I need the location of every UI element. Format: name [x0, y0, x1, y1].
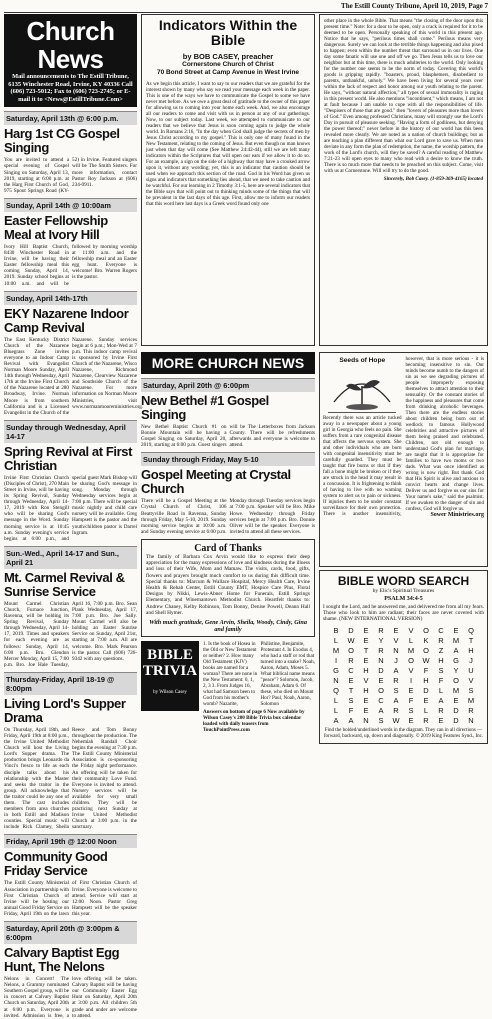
church-event	[4, 921, 137, 1019]
event-date: Sun.-Wed., April 14-17 and Sun., April 21	[4, 546, 137, 569]
event-title: New Bethel #1 Gospel Singing	[141, 393, 269, 422]
word-search-letter: A	[378, 705, 384, 715]
word-search-letter: M	[467, 695, 475, 705]
event-date: Saturday, April 20th @ 3:00pm & 6:00pm	[4, 921, 137, 944]
article-affiliation: Cornerstone Church of Christ	[182, 61, 274, 68]
event-title: Spring Revival at First Christian	[4, 443, 133, 473]
event-date: Saturday, April 13th @ 6:00 p.m.	[4, 111, 137, 125]
church-event	[4, 198, 137, 287]
word-search-letter: O	[453, 675, 459, 685]
event-text: The East Kentucky District Church of the Nazarene Bluegrass Zone invites everyone to an Indoor Camp Revival with Evangelist Norman Moore Sunday, April 14th through Wednesday, April 17th at the Irvine First Church of the Nazarene located at 280 Broadway, Irvine. Norman Moore is from southern California and is a Licensed Evangelist in the Church of the Nazarene. Sunday services begin at 6 p.m.; Mon-Wed at 7 p.m. This indoor camp revival is sponsored by Irvine First Church of the Nazarene, Wisco Nazarene, Richmond Nazarene, Clearview Nazarene and Southside Church of the Nazarene. For more information on Norman Moore Ministries, visit www.normanmooreministries.org.	[4, 336, 144, 416]
event-title: Gospel Meeting at Crystal Church	[141, 467, 291, 497]
event-date: Sunday through Wednesday, April 14-17	[4, 420, 137, 443]
word-search-footer: Find the bolded/underlined words in the diagram. They can in all directions — forward, backward, up, down and diagonally. © 2019 King Features Synd., Inc.	[323, 727, 484, 739]
seeds-of-hope-site: Sower Ministries.org	[430, 512, 484, 518]
article-left-column	[141, 14, 315, 354]
event-title: Calvary Baptist Egg Hunt, The Nelons	[4, 945, 120, 975]
word-search-letter: E	[393, 625, 399, 635]
bible-trivia-logo	[141, 641, 199, 711]
word-search-letter: B	[333, 625, 339, 635]
word-search-letter: R	[438, 635, 444, 645]
word-search-letter: H	[438, 655, 444, 665]
word-search-letter: U	[468, 665, 474, 675]
article-title: Indicators Within the Bible	[158, 17, 298, 48]
more-church-news-column	[141, 352, 315, 744]
word-search-letter: V	[363, 675, 369, 685]
word-search-letter: O	[423, 625, 429, 635]
word-search-letter: V	[408, 625, 414, 635]
running-head: The Estill County Tribune, April 10, 2019, Page 7	[4, 2, 488, 13]
event-date: Thursday-Friday, April 18-19 @ 8:00pm	[4, 672, 137, 695]
bible-trivia-questions: 1. Is the book of Hosea in the Old or New Testament or neither? 2. How many Old Testament (KJV) books are named for a woman? There are none in the New Testament: 0, 1, 2, 3 3. From Judges 16, what had Samson been to God from his mother's womb? Nazarite, Philistine, Benjamite, Protestant 4. In Exodus 4, who had a staff or rod that turned into a snake? Noah, Aaron, Adam, Moses 5. What biblical name means "peace"? Solomon, Jacob, Abraham, Adam 6. Of these, who died on Mount Hor? Paul, Noah, Aaron, Solomon	[203, 641, 315, 708]
word-search-letter: C	[348, 665, 354, 675]
more-church-news-banner: MORE CHURCH NEWS	[141, 352, 315, 374]
bible-trivia	[141, 641, 315, 733]
word-search-letter: A	[453, 645, 459, 655]
church-news-contact: Mail announcements to The Estill Tribune, 6135 Winchester Road, Irvine, KY 40336 Call (606) 723-5012; Fax to (606) 723-2745; or E-mail it to <News@EstillTribune.Com>	[8, 73, 133, 103]
word-search-letter: O	[423, 645, 429, 655]
event-text: The Estill County Ministerial Association in partnership with First Christian Church of Irvine will be hosting our annual Good Friday Service on Friday, April 19th on the lawn of First Christian Church of Irvine. Everyone is welcome to attend. Service will start at 12:00 Noon. Pastor Greg Hampsett will be the speaker this year.	[4, 880, 137, 917]
word-search-letter: H	[468, 645, 474, 655]
word-search-letter: D	[453, 715, 459, 725]
event-text: New Bethel Baptist Church #1 on Bonnie Mountain will be having a Gospel Singing on Saturday, April 20, 2019, starting at 6:00 p.m. Guest singers will be The Letterboxes from Jackson County. There will be refreshments afterwards and everyone is welcome to attend.	[141, 424, 315, 449]
word-search-title: BIBLE WORD SEARCH	[337, 574, 470, 588]
word-search-letter: E	[423, 695, 429, 705]
word-search-letter: D	[348, 625, 354, 635]
word-search-letter: F	[348, 705, 354, 715]
word-search-letter: J	[469, 655, 473, 665]
word-search-letter: V	[408, 665, 414, 675]
event-date: Sunday, April 14th @ 10:00am	[4, 198, 137, 212]
card-of-thanks	[141, 539, 315, 637]
event-text: Nelons in Concert! The Nelons, a Grammy nominated Southern Gospel group, will be in concert at Calvary Baptist Church on Saturday, April 20th at 6:00 p.m. Everyone is invited. Admission is free, a love offering will be taken. Calvary Baptist will be having our Community Easter Egg Hunt on Saturday, April 20th at 3:00 p.m. All children 5th grade and under are welcome to attend.	[4, 976, 137, 1019]
word-search-letter: R	[378, 645, 384, 655]
article-right-column	[319, 14, 488, 354]
word-search-letter: E	[363, 705, 369, 715]
word-search-letter: W	[347, 635, 355, 645]
word-search-letter: O	[348, 645, 354, 655]
event-title: Living Lord's Supper Drama	[4, 695, 126, 725]
church-event	[4, 111, 137, 194]
event-title: Easter Fellowship Meal at Ivory Hill	[4, 212, 108, 242]
word-search-letter: C	[378, 695, 384, 705]
church-news-column	[4, 14, 144, 1019]
word-search-letter: G	[453, 655, 459, 665]
word-search-letter: A	[348, 715, 354, 725]
lower-section	[141, 352, 488, 928]
event-text: Irvine First Christian Church (Disciples of Christ), 270 Main Street in Irvine, will be having its Spring Revival, Sunday through Wednesday, April 14-17, 2019 with Ron Stengill who will be sharing God's message in the Word. Sunday morning service is at 10:45 a.m. Sunday evening's service begins at 6:00 p.m., and special guest Mark Bishop will be sharing God's message in song. Monday through Wednesday services begin at 7:00 p.m. There will be special music nightly and child care nursery will be available. Greg Hampsett is the pastor and the youth/children pastor is Darrel Ingram.	[4, 474, 137, 542]
word-search-letter: E	[348, 675, 354, 685]
word-search-letter: Q	[333, 685, 339, 695]
word-search-letter: L	[333, 635, 339, 645]
church-event	[141, 452, 315, 535]
word-search-letter: L	[408, 635, 414, 645]
word-search-letter: S	[348, 695, 354, 705]
article-box	[141, 14, 315, 346]
sprout-icon	[328, 356, 396, 412]
word-search-letter: F	[423, 665, 429, 675]
event-text: Ivory Hill Baptist Church, 8430 Winchester Road in Irvine, will be having their Easter fellowship meal this coming Sunday, April 14, 2019. Sunday school begins at 10:00 a.m. and will be followed by morning worship at 11:00 a.m. and the fellowship meal and an Easter egg hunt. Everyone is welcome! Bro. Warren Rogers is the pastor.	[4, 243, 137, 287]
word-search-reference: PSALM 34:4-5	[384, 596, 423, 602]
word-search-letter: E	[408, 715, 414, 725]
word-search-letter: N	[393, 645, 399, 655]
word-search-letter: E	[363, 625, 369, 635]
word-search-letter: R	[348, 655, 354, 665]
word-search-letter: R	[423, 715, 429, 725]
more-church-events-list	[141, 378, 315, 535]
bible-trivia-logo-text: BIBLE TRIVIA	[142, 647, 198, 680]
word-search-letter: T	[348, 685, 354, 695]
word-search-letter: K	[423, 635, 429, 645]
word-search-letter: S	[393, 685, 399, 695]
word-search-letter: H	[423, 675, 429, 685]
word-search-letter: C	[438, 625, 444, 635]
word-search-letter: T	[363, 645, 369, 655]
word-search-letter: Y	[378, 635, 384, 645]
word-search-letter: V	[468, 675, 474, 685]
word-search-letter: S	[438, 665, 444, 675]
seeds-of-hope-logo	[328, 356, 396, 413]
word-search-letter: E	[363, 655, 369, 665]
word-search-letter: R	[393, 675, 399, 685]
word-search-letter: L	[438, 685, 444, 695]
event-text: Mount Carmel Christian Church, Furnace Junction, Ravenna, will be holding its Spring Revival, Sunday through Wednesday, April 14-17, 2019. Times and speakers for each evening are as follows: Sunday, April 14, 6:00 p.m. Bro. Glendon Mercer Monday, April 15, 7:00 p.m. Bro. Joe Hale Tuesday, April 16, 7:00 p.m. Bro. Sean Plank Wednesday, April 17, 7:00 p.m. Bro. Joe Sally. Mount Carmel will also be holding an Easter Sunrise Service on Sunday, April 21st, starting at 7:00 a.m. All are welcome. Bro. Mark Pearson is the pastor. Call (606) 726-9342 with any questions.	[4, 600, 137, 668]
article-address: 70 Bond Street at Camp Avenue in West Irvine	[156, 69, 300, 76]
church-events-list	[4, 111, 144, 1019]
word-search-letter: T	[468, 635, 474, 645]
church-event	[4, 420, 137, 542]
event-text: On Thursday, April 18th, and Friday, April 19th at 8:00 p.m., the Irvine United Methodist Church will host the Living Lord's Supper drama. The production brings Leonardo da Vinci's fresco to life as each disciple talks about his relationship with the Master and seeks the traitor in the group. All acknowledge that the traitor could be any one of them. The cast includes members from area churches in both Estill and Madison counties. Special music will include Rick Clamey, Sheila Reece and Tom Bonny throughout the production. The Nehemiah Randall Choir begins the evening at 7:30 p.m. The Estill County Ministerial Association is co-sponsoring the Friday night performance. An offering will be taken for their community Love Fund. Everyone is invited to attend. Nursery services will be available for very small children. They will be practicing next Sunday at Irvine United Methodist Church at 3:00 p.m. in the sanctuary.	[4, 726, 137, 831]
word-search-letter: M	[407, 645, 415, 655]
word-search-letter: N	[333, 675, 339, 685]
card-of-thanks-signoff: With much gratitude, Gene Arvin, Sheila, Woody, Cindy, Gina and family	[149, 618, 307, 634]
word-search-letter: O	[408, 655, 414, 665]
article-body-left: As we begin this article, I want to say to our readers that we are grateful for the interest shown by many who say we read your message each week in the paper. This is one of the ways we have to communicate the Gospel to some we have never met before. As we owe a great deal of gratitude to the owner of this paper for allowing us to coming into your home each week. And, we also encourage all our readers to come and visit with us in person at any of our gatherings. Now, to our subject today. Last week, we attempted to communicate to our readers that we believe that Jesus is soon coming again to judge the whole world. In Romans 2:16, "In the day when God shall judge the secrets of men by Jesus Christ according to my gospel." This is only one of many found in the New Testament, relating to the coming of Jesus. But even though no man knows just when that day will come (See Matthew 24:42-44), still we are left many indicators within the Scriptures that will open our ears if we allow it to do so. For an example, a sign on the side of a highway that may have a crooked arrow upon it, without any wording; yet, this is an indicator that caution should be used when we approach this section of the road. God in his Word has given us signs and indicators that something lies ahead, that we need to take caution and be watchful. For our learning in 2 Timothy 3:1-5, here are several indicators that the Bible says that will point out to thinking minds some of the things that will be prevalent in the last days of this age. First, allow me to inform our readers that this word here last days is a Greek word found only one	[146, 81, 310, 207]
card-of-thanks-title: Card of Thanks	[194, 542, 262, 554]
word-search-letter: E	[453, 625, 459, 635]
word-search-letter: H	[363, 685, 369, 695]
event-text: You are invited to attend a special evening of Gospel Singing on Saturday, April 13, 2019, starting at 6:00 p.m. at the Harg First Church of God, 975 Spout Springs Road (KY-52) in Irvine. Featured singers will be The Smith Sisters. For more information, contact Pastor Roy Jackson at (606) 234-0911.	[4, 157, 137, 194]
church-event	[141, 378, 315, 448]
word-search-letter: I	[409, 675, 413, 685]
word-search-letter: E	[363, 635, 369, 645]
article-continued-box	[319, 14, 488, 346]
word-search-letter: M	[452, 685, 460, 695]
card-of-thanks-text: The family of Barbara Cox Arvin would like to express their deep appreciation for the many expressions of love and kindness during the illness and loss of their Wife, Mom and Mamaw. The visits, cards, food, gifts, flowers and prayers brought much comfort to us during this difficult time. Special thanks to: Marcum & Wallace Hospital, Mercy Health Care, Irvine Health & Rehab Center, Estill County EMT, Hospice Care Plus, Floral Designs by Nikki, Lewis-Abner Home for Funerals, Estill Springs Elementary, and Winemantown Methodist Church. Heartfelt thanks to: Andrew Chaney, Kelby Robinson, Tom Bonny, Denise Powell, Deann Hall and Shell Hymer.	[146, 553, 310, 616]
church-news-title: Church News	[26, 16, 115, 74]
word-search-letter: E	[363, 695, 369, 705]
word-search-letter: R	[393, 705, 399, 715]
right-lower-column	[319, 352, 488, 744]
word-search-letter: R	[468, 705, 474, 715]
article-body-right: other place in the whole Bible. That means "the closing of the door upon this present time." Note: for a door to be open, only a crack is required for it to be deemed to be open. Personally speaking of this world in this present age. Notice that he says, "perilous times shall come." Perilous means very dangerous. Surely we can look at the terrible things happening and also pixed to happen; even within the number threat that surround us in our lives. One day some fanatic will use one and off we go. Then Jesus tells us to love our neighbor but at this time, there is much adulteries to the world. Only looking for the number one seems to be the norm of today. Covering this world's goods is gripping rapidly. "boasters, proud, blasphemers, disobedient to parents, unthankful, unholy." We have been living for several years over within the lack of respect and honor among our youth relating to the parent. He says, "without natural affection," all types of sexual immorality is raging in this present world. He also mentions "incontinent," which means, I am not at fault because I am unable to cope with all the responsibilities of life. "Despisers of those that are good." then "lovers of pleasures more than lovers of God." Even among professed Christians, many will strongly use the Lord's Day in pursuit of pleasure seeking. "Having a form of godliness, but denying the power thereof;" never before in the history of our world has this been revealed more clearly. We are noted as a nation of church buildings; but as are teaching a plan different than what our Lord gave to save us. When men deviate in any form the plan of redemption, the name, the worship pattern, the work of the Lord's church, will they be saved? A careful reading of Matthew 7:21-23 will open eyes to many who read with a desire to know the truth. There is so much more that needs to be preached on this subject. Come, visit with us at Cornerstone. Will will try to do the good.	[324, 18, 483, 174]
word-search-letter: E	[438, 715, 444, 725]
seeds-of-hope-label: Seeds of Hope	[339, 357, 386, 364]
bible-word-search	[319, 570, 488, 744]
word-search-byline: by Elic's Spiritual Treasures	[372, 588, 435, 594]
bible-trivia-author: by Wilson Casey	[153, 690, 187, 696]
word-search-letter: Z	[438, 645, 444, 655]
event-text: There will be a Gospel Meeting at the Crystal Church of Christ, 106 Beattyville Road in Ravenna, Sunday through Friday, May 5-10, 2019. Sunday morning service begins at 10:00 a.m. and Sunday evening service at 6:00 p.m. Monday through Tuesday services begin at 7:00 p.m. Speaker will be Bro. Mike Howe. Wednesday through Friday services begin at 7:00 p.m. Bro. Donnie Oliver will be the speaker. Everyone is invited to attend all these services.	[141, 498, 315, 535]
word-search-letter: A	[438, 695, 444, 705]
word-search-letter: N	[363, 715, 369, 725]
word-search-letter: S	[468, 685, 474, 695]
event-date: Sunday through Friday, May 5-10	[141, 452, 315, 466]
word-search-letter: M	[332, 645, 340, 655]
word-search-letter: N	[468, 715, 474, 725]
word-search-grid	[323, 626, 484, 725]
word-search-letter: Q	[468, 625, 474, 635]
word-search-letter: W	[392, 715, 400, 725]
event-title: Harg 1st CG Gospel Singing	[4, 126, 120, 156]
church-event	[4, 291, 144, 416]
word-search-letter: F	[408, 695, 414, 705]
word-search-letter: G	[333, 665, 339, 675]
bible-trivia-answers-note: Answers on bottom of page 6 Now available by Wilson Casey's 200 Bible Trivia box calendar loaded with daily teasers from TouchPointPress.com	[203, 709, 305, 734]
word-search-letter: D	[378, 665, 384, 675]
word-search-verse: I sought the Lord, and he answered me, and delivered me from all my fears. Those who look to him are radiant; their faces are never covered with shame. (NEW INTERNATIONAL VERSION)	[323, 604, 484, 623]
word-search-letter: H	[363, 665, 369, 675]
seeds-of-hope-text: Recently there was an article tucked away in a newspaper about a young girl in Georgia who feels no pain. She suffers from a rare congenital disease that affects the nervous system. She and other individuals who are born with congenital insensitivity must be carefully guarded. They must be taught that fire burns or that if they fall a bone might be broken or if they are struck in the head it may result in a concussion. It is frightening to think of having to live with no warning system to alert us to pain or sickness. If injuries them to be under constant surveillance for their own protection. There is another insensitivity, however, that is more serious - it is becoming insensitive to sin. Our minds become numb to the dangers of sin as we see degrading pictures of people improperly exposing themselves to attract attention to their sensuality. Or the constant stories of the happiness and pleasures that come from drinking alcoholic beverages. Then there are the endless stories about children being born out of wedlock to famous Hollywood celebrities and attractive pictures of them being praised and celebrated. Children, not old enough to understand God's plan for marriage, are taught that it is appropriate for families to have two moms or two dads. What was once identified as wrong is now right. But thank God that His Spirit is alive and anxious to convict hearts and change lives. Deliver us and forgive us our sins for Your name's sake," said the psalmist. If we awaken to the danger of sin and confess, God will forgive us.	[323, 356, 484, 517]
event-title: Mt. Carmel Revival & Sunrise Service	[4, 569, 125, 599]
event-date: Sunday, April 14th-17th	[4, 291, 137, 305]
article-byline: by BOB CASEY, preacher	[182, 52, 274, 61]
event-date: Saturday, April 20th @ 6:00pm	[141, 378, 315, 392]
word-search-letter: L	[423, 705, 429, 715]
word-search-letter: Y	[453, 665, 459, 675]
church-event	[4, 834, 137, 917]
word-search-letter: O	[378, 685, 384, 695]
seeds-of-hope	[319, 352, 488, 567]
word-search-letter: N	[378, 655, 384, 665]
church-event	[4, 672, 137, 831]
word-search-letter: E	[378, 675, 384, 685]
word-search-letter: R	[378, 625, 384, 635]
word-search-letter: A	[393, 695, 399, 705]
event-title: Community Good Friday Service	[4, 849, 108, 879]
word-search-letter: D	[423, 685, 429, 695]
church-news-masthead	[4, 14, 137, 107]
event-date: Friday, April 19th @ 12:00 Noon	[4, 834, 137, 848]
article-signoff: Sincerely, Bob Casey. (1-859-369-4165) located	[383, 176, 483, 182]
word-search-letter: L	[333, 705, 339, 715]
word-search-letter: A	[393, 665, 399, 675]
word-search-letter: M	[452, 635, 460, 645]
word-search-letter: F	[438, 675, 444, 685]
event-title: EKY Nazarene Indoor Camp Revival	[4, 305, 129, 335]
word-search-letter: S	[408, 705, 414, 715]
word-search-letter: E	[453, 695, 459, 705]
word-search-letter: L	[333, 695, 339, 705]
word-search-letter: W	[422, 655, 430, 665]
word-search-letter: J	[394, 655, 398, 665]
word-search-letter: V	[393, 635, 399, 645]
word-search-letter: S	[378, 715, 384, 725]
word-search-letter: I	[334, 655, 338, 665]
word-search-letter: A	[333, 715, 339, 725]
church-event	[4, 546, 137, 668]
word-search-letter: E	[408, 685, 414, 695]
word-search-letter: R	[438, 705, 444, 715]
word-search-letter: D	[453, 705, 459, 715]
